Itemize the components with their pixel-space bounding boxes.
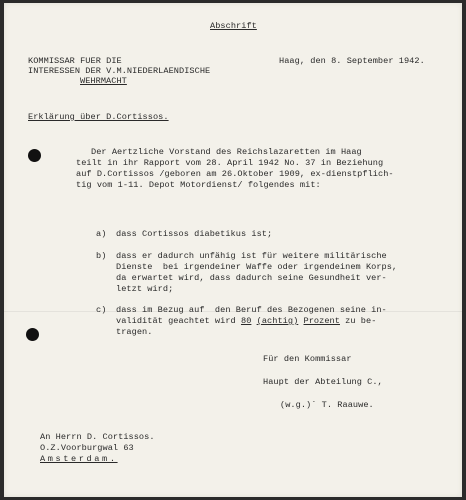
place-date: Haag, den 8. September 1942.: [279, 56, 425, 66]
recipient-line-3: Amsterdam.: [40, 454, 118, 464]
item-a-marker: a): [96, 229, 107, 239]
intro-line-4: tig vom 1-11. Depot Motordienst/ folgendes mit:: [76, 180, 321, 190]
item-c-percentage-number: 80: [240, 316, 252, 326]
signature-line-3: (w.g.)` T. Raauwe.: [280, 400, 374, 410]
document-page: [4, 3, 462, 497]
item-c-percentage-word: (achtig): [256, 316, 299, 326]
item-c-text-after: zu be-: [339, 316, 377, 326]
recipient-line-2: O.Z.Voorburgwal 63: [40, 443, 134, 453]
intro-line-2: teilt in ihr Rapport vom 28. April 1942 No. 37 in Beziehung: [76, 158, 384, 168]
signature-line-1: Für den Kommissar: [263, 354, 352, 364]
punch-hole-bottom: [26, 328, 39, 341]
item-b-line-1: dass er dadurch unfähig ist für weitere militärische: [116, 251, 387, 261]
document-title: Abschrift: [210, 21, 257, 31]
item-b-line-4: letzt wird;: [116, 284, 174, 294]
item-c-line-3: tragen.: [116, 327, 153, 337]
item-b-line-3: da erwartet wird, dass dadurch seine Gesundheit ver-: [116, 273, 387, 283]
sender-line-3: WEHRMACHT: [80, 76, 127, 86]
subject-line: Erklärung über D.Cortissos.: [28, 112, 169, 122]
item-c-text-before: validität geachtet wird: [116, 316, 241, 326]
sender-line-1: KOMMISSAR FUER DIE: [28, 56, 122, 66]
recipient-line-1: An Herrn D. Cortissos.: [40, 432, 155, 442]
sender-line-2: INTERESSEN DER V.M.NIEDERLAENDISCHE: [28, 66, 211, 76]
item-b-marker: b): [96, 251, 107, 261]
item-c-line-1: dass im Bezug auf den Beruf des Bezogenen seine in-: [116, 305, 387, 315]
punch-hole-top: [28, 149, 41, 162]
item-a-line-1: dass Cortissos diabetikus ist;: [116, 229, 273, 239]
signature-line-2: Haupt der Abteilung C.,: [263, 377, 383, 387]
item-c-line-2: [116, 316, 376, 326]
item-c-marker: c): [96, 305, 107, 315]
item-b-line-2: Dienste bei irgendeiner Waffe oder irgendeinem Korps,: [116, 262, 398, 272]
item-c-percent-label: Prozent: [303, 316, 340, 326]
intro-line-1: Der Aertzliche Vorstand des Reichslazaretten im Haag: [91, 147, 362, 157]
intro-line-3: auf D.Cortissos /geboren am 26.Oktober 1909, ex-dienstpflich-: [76, 169, 394, 179]
